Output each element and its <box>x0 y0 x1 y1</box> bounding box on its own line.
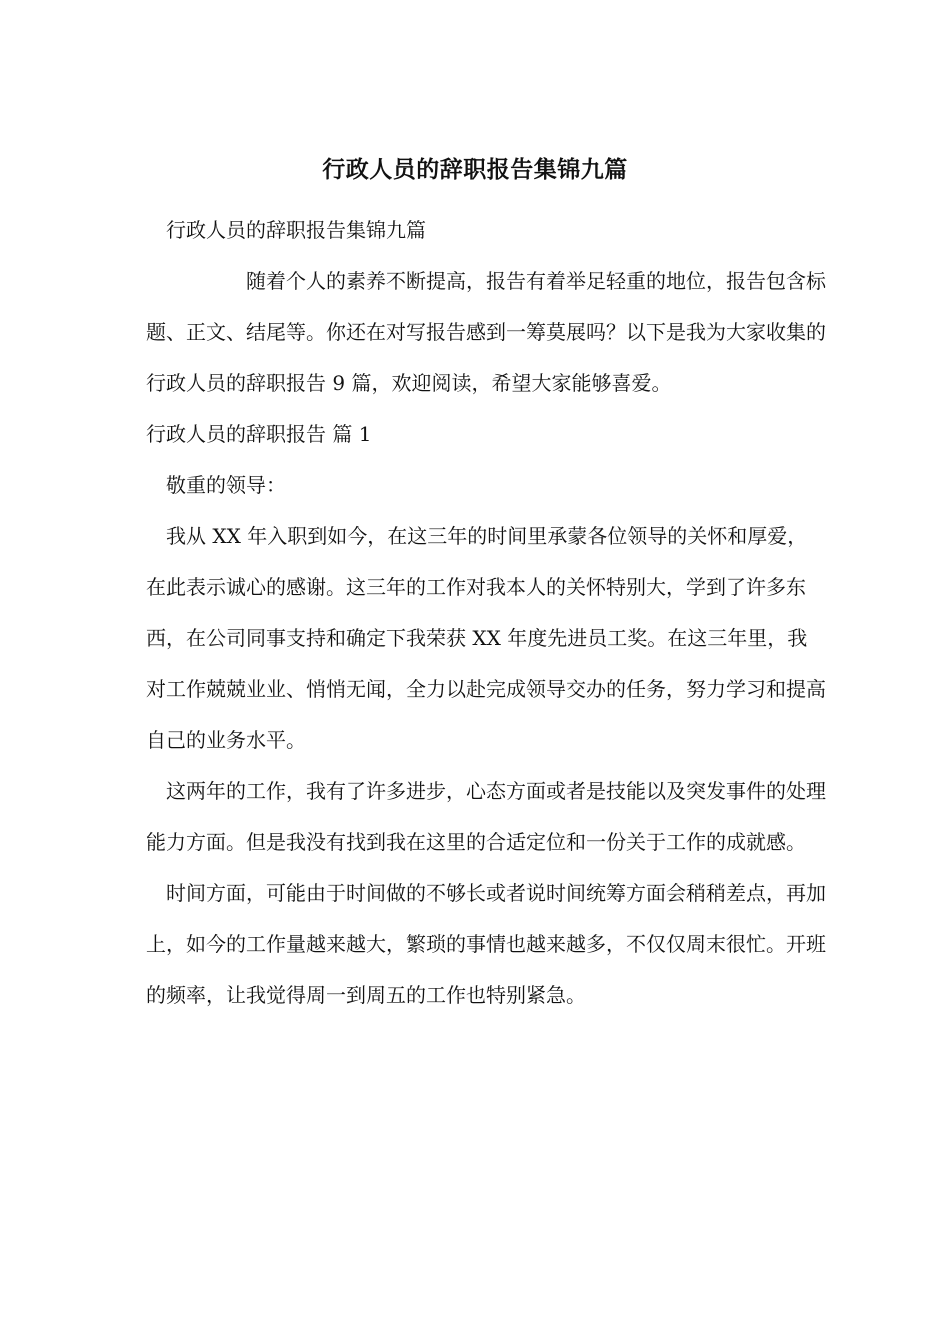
body-paragraph-1: 我从 XX 年入职到如今，在这三年的时间里承蒙各位领导的关怀和厚爱，在此表示诚心的感谢。这三年的工作对我本人的关怀特别大，学到了许多东西，在公司同事支持和确定下我荣获 XX 年度先进员工奖。在这三年里，我对工作兢兢业业、悄悄无闻，全力以赴完成领导交办的任务，努力学习和提高自己的业务水平。 <box>146 524 826 752</box>
intro-paragraph: 随着个人的素养不断提高，报告有着举足轻重的地位，报告包含标题、正文、结尾等。你还在对写报告感到一筹莫展吗？以下是我为大家收集的行政人员的辞职报告 9 篇，欢迎阅读，希望大家能够喜爱。 <box>146 269 826 395</box>
body-paragraph-2: 这两年的工作，我有了许多进步，心态方面或者是技能以及突发事件的处理能力方面。但是我没有找到我在这里的合适定位和一份关于工作的成就感。 <box>146 779 826 854</box>
document-body <box>146 205 826 1021</box>
subtitle: 行政人员的辞职报告集锦九篇 <box>166 218 426 242</box>
document-title: 行政人员的辞职报告集锦九篇 <box>322 156 628 183</box>
salutation: 敬重的领导： <box>166 473 286 497</box>
body-paragraph-3: 时间方面，可能由于时间做的不够长或者说时间统筹方面会稍稍差点，再加上，如今的工作量越来越大，繁琐的事情也越来越多，不仅仅周末很忙。开班的频率，让我觉得周一到周五的工作也特别紧急。 <box>146 881 826 1007</box>
section-heading: 行政人员的辞职报告 篇 1 <box>146 422 372 446</box>
